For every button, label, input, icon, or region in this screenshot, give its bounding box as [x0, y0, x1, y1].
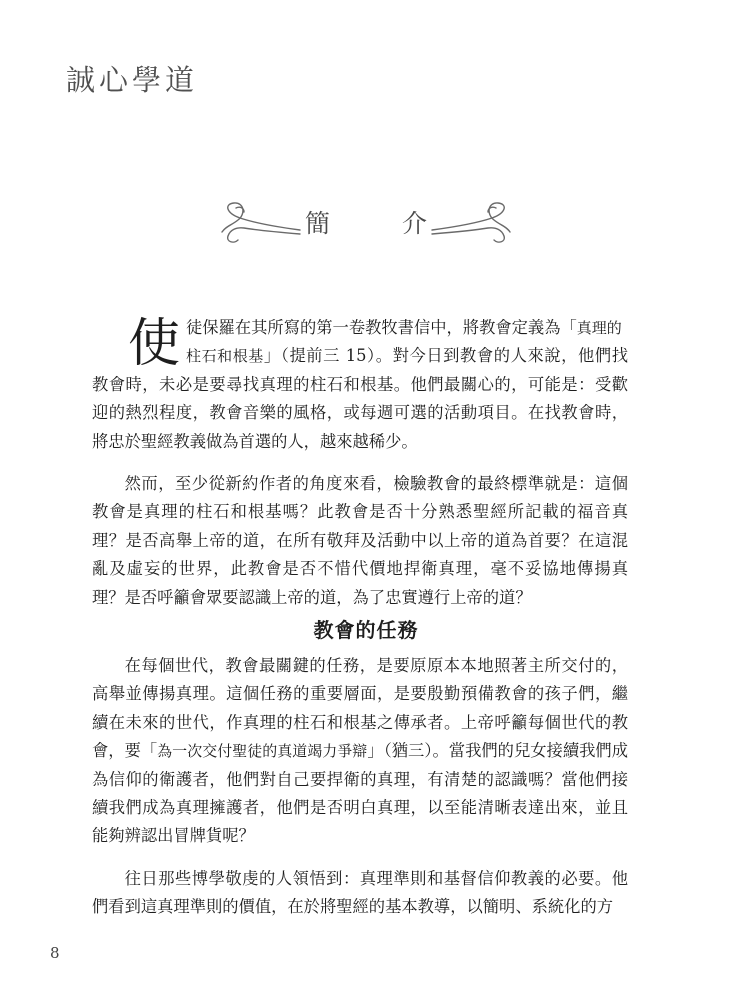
mission-text [92, 652, 628, 922]
intro-text [92, 314, 628, 612]
running-head-title: 誠心學道 [66, 63, 199, 97]
intro-p1-part-a: 徒保羅在其所寫的第一卷教牧書信中，將教會定義為「 [186, 318, 577, 337]
mission-paragraph-2: 往日那些博學敬虔的人領悟到：真理準則和基督信仰教義的必要。他們看到這真理準則的價值，在於將聖經的基本教導，以簡明、系統化的方 [92, 868, 628, 917]
intro-paragraph-1 [92, 314, 628, 456]
section-title: 簡 介 [305, 209, 459, 238]
section-heading [0, 196, 732, 252]
mission-p1-part-a: 在每個世代，教會最關鍵的任務，是要原原本本地照著主所交付的，高舉並傳揚真理。這個任務的重要層面，是要殷勤預備教會的孩子們，繼續在未來的世代，作真理的柱石和根基之傳承者。上帝呼籲每個世代的教會，要「 [92, 656, 628, 761]
mission-p1-part-b: 」（猶三）。當我們的兒女接續我們成為信仰的衛護者，他們對自己要捍衛的真理，有清楚的認識嗎？當他們接續我們成為真理擁護者，他們是否明白真理，以至能清晰表達出來，並且能夠辨認出冒牌貨呢？ [92, 741, 628, 846]
subheading-church-mission: 教會的任務 [313, 618, 419, 642]
page-number: 8 [50, 944, 60, 962]
mission-paragraph-1 [92, 652, 628, 851]
intro-paragraph-2: 然而，至少從新約作者的角度來看，檢驗教會的最終標準就是：這個教會是真理的柱石和根基嗎？此教會是否十分熟悉聖經所記載的福音真理？是否高舉上帝的道，在所有敬拜及活動中以上帝的道為首要？在這混亂及虛妄的世界，此教會是否不惜代價地捍衛真理，毫不妥協地傳揚真理？是否呼籲會眾要認識上帝的道，為了忠實遵行上帝的道？ [92, 474, 628, 607]
scripture-quote-2: 柱石和根基 [186, 347, 264, 366]
intro-p1-part-b: 」（提前三 15）。對今日到教會的人來說，他們找教會時，未必是要尋找真理的柱石和根基。他們最關心的，可能是：受歡迎的熱烈程度，教會音樂的風格，或每週可選的活動項目。在找教會時，將忠於聖經教義做為首選的人，越來越稀少。 [92, 346, 628, 451]
scripture-quote-1: 真理的 [576, 319, 622, 337]
scripture-quote-3: 為一次交付聖徒的真道竭力爭辯 [157, 742, 368, 761]
drop-cap: 使 [128, 314, 181, 374]
